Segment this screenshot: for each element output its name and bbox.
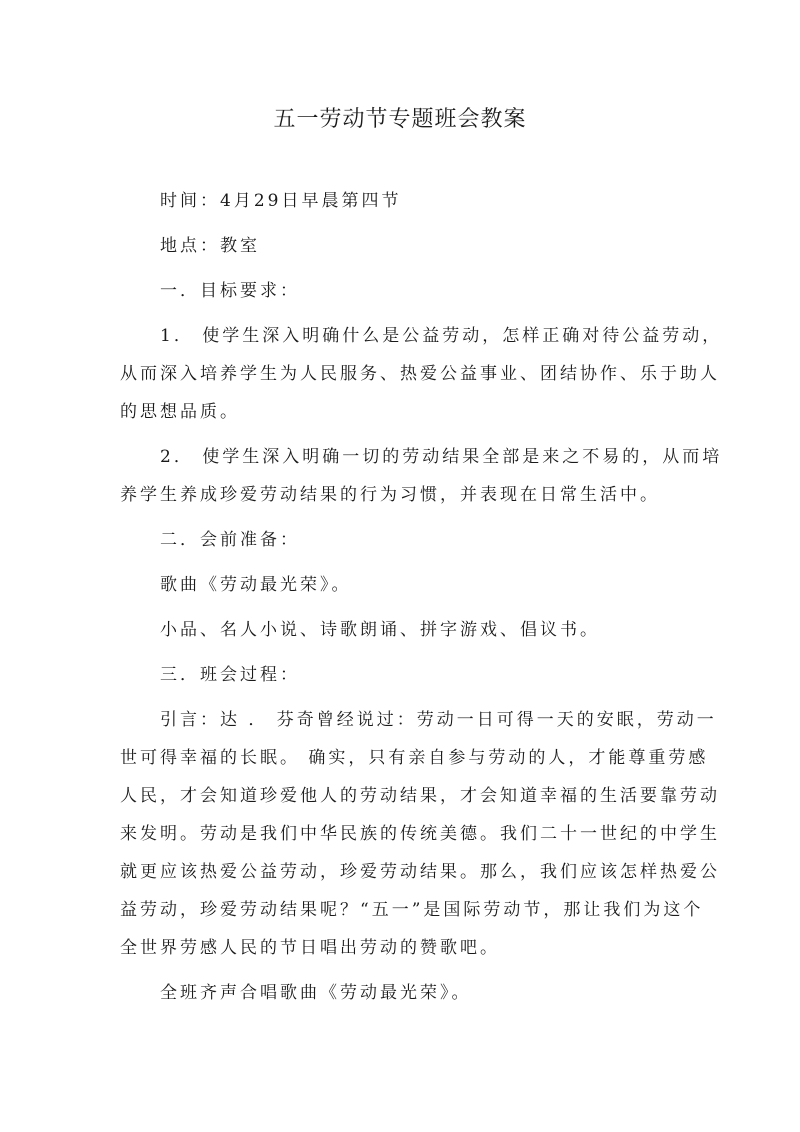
text-line: 地点：教室 [160, 236, 260, 256]
text-line: 三．班会过程： [160, 665, 300, 685]
text-line: 2． 使学生深入明确一切的劳动结果全部是来之不易的，从而培 [160, 447, 723, 467]
paragraph-time [120, 182, 682, 220]
text-line: 1． 使学生深入明确什么是公益劳动，怎样正确对待公益劳动， [160, 326, 723, 346]
section-heading-process [120, 656, 682, 694]
section-heading-preparation [120, 521, 682, 559]
text-line: 全世界劳感人民的节日唱出劳动的赞歌吧。 [120, 938, 500, 958]
text-line: 养学生养成珍爱劳动结果的行为习惯，并表现在日常生活中。 [120, 485, 660, 505]
text-line: 来发明。劳动是我们中华民族的传统美德。我们二十一世纪的中学生 [120, 824, 720, 844]
text-line: 的思想品质。 [120, 402, 240, 422]
paragraph-introduction [120, 701, 720, 967]
paragraph-goal-1 [120, 317, 723, 431]
paragraph-goal-2 [120, 438, 723, 514]
text-line: 小品、名人小说、诗歌朗诵、拼字游戏、倡议书。 [160, 620, 600, 640]
text-line: 就更应该热爱公益劳动，珍爱劳动结果。那么，我们应该怎样热爱公 [120, 862, 720, 882]
text-line: 全班齐声合唱歌曲《劳动最光荣》。 [160, 983, 472, 1003]
paragraph-place [120, 227, 682, 265]
section-heading-goals [120, 272, 682, 310]
text-line: 人民，才会知道珍爱他人的劳动结果，才会知道幸福的生活要靠劳动 [120, 786, 720, 806]
text-line: 益劳动，珍爱劳动结果呢？“五一”是国际劳动节，那让我们为这个 [120, 900, 704, 920]
text-line: 一．目标要求： [160, 281, 300, 301]
text-line: 引言：达 ． 芬奇曾经说过：劳动一日可得一天的安眠，劳动一 [160, 710, 717, 730]
text-line: 世可得幸福的长眠。 确实，只有亲自参与劳动的人，才能尊重劳感 [120, 748, 709, 768]
paragraph-preparation-song [120, 566, 682, 604]
paragraph-preparation-items [120, 611, 682, 649]
page-title: 五一劳动节专题班会教案 [273, 107, 527, 132]
text-line: 从而深入培养学生为人民服务、热爱公益事业、团结协作、乐于助人 [120, 364, 720, 384]
paragraph-sing-song [120, 974, 682, 1012]
text-line: 二．会前准备： [160, 530, 300, 550]
text-line: 歌曲《劳动最光荣》。 [160, 575, 352, 595]
document-body [120, 182, 723, 1012]
text-line: 时间：4月29日早晨第四节 [160, 191, 402, 211]
